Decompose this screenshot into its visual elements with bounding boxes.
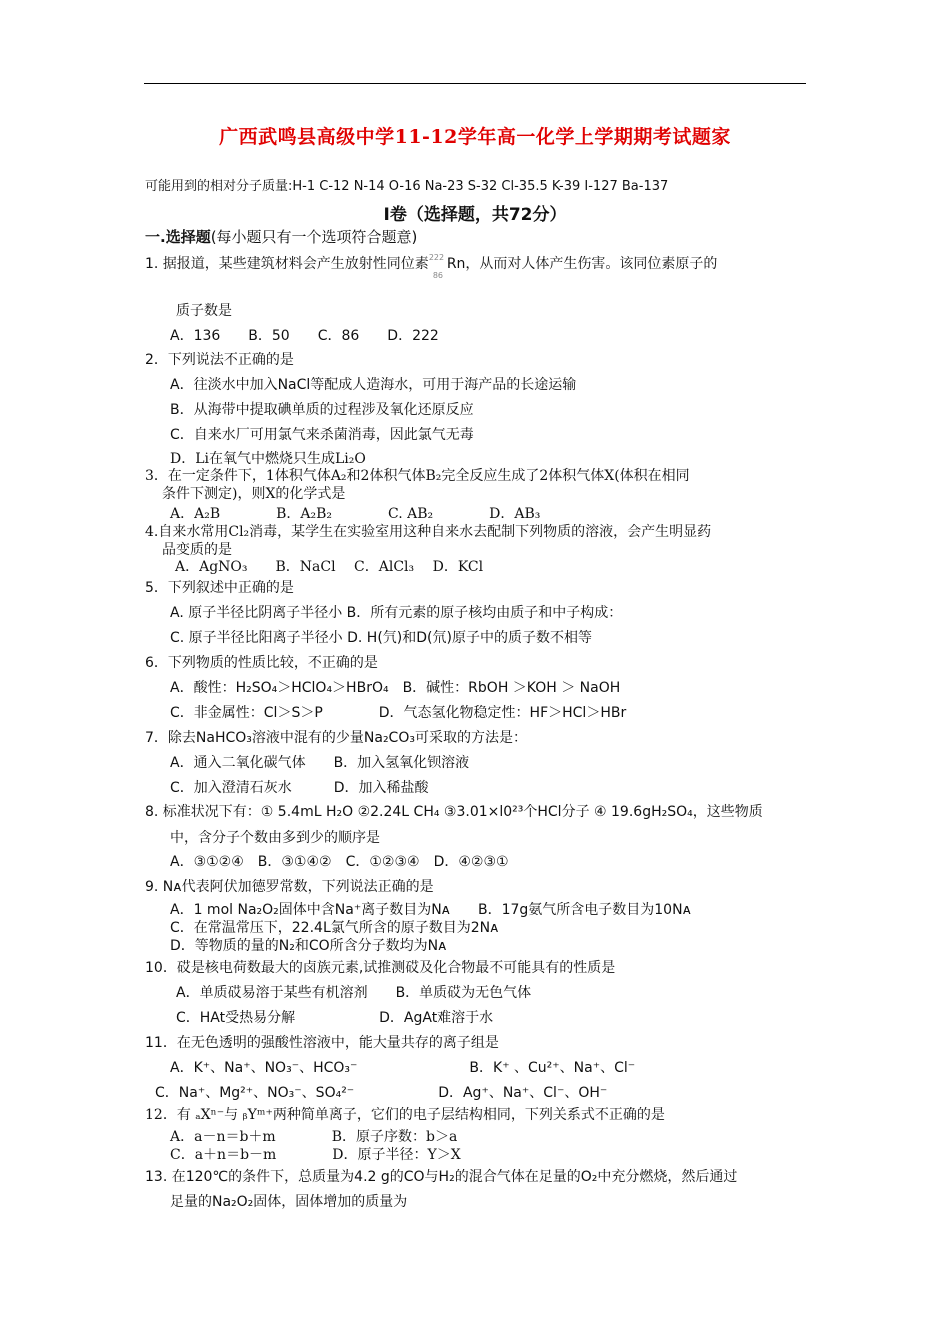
part-note: (每小题只有一个选项符合题意) bbox=[210, 228, 418, 246]
q13-stem: 13. 在120℃的条件下，总质量为4.2 g的CO与H₂的混合气体在足量的O₂中充分燃烧，然后通过 bbox=[145, 1169, 738, 1185]
q9-option-d: D．等物质的量的N₂和CO所含分子数均为Nᴀ bbox=[170, 938, 447, 954]
q2-option-d: D．Li在氧气中燃烧只生成Li₂O bbox=[170, 451, 366, 467]
q7-stem: 7．除去NaHCO₃溶液中混有的少量Na₂CO₃可采取的方法是： bbox=[145, 730, 527, 746]
q8-stem: 8. 标准状况下有：① 5.4mL H₂O ②2.24L CH₄ ③3.01×l0²³个HCl分子 ④ 19.6gH₂SO₄，这些物质 bbox=[145, 804, 763, 820]
q3-stem-cont: 条件下测定)，则X的化学式是 bbox=[162, 486, 346, 502]
q9-options-ab: A．1 mol Na₂O₂固体中含Na⁺离子数目为Nᴀ B．17g氨气所含电子数目为10Nᴀ bbox=[170, 902, 691, 918]
q1-text-a: 1. 据报道，某些建筑材料会产生放射性同位素 bbox=[145, 256, 429, 272]
q3-stem: 3．在一定条件下，1体积气体A₂和2体积气体B₂完全反应生成了2体积气体X(体积在相同 bbox=[145, 468, 690, 484]
q8-options: A．③①②④ B．③①④② C．①②③④ D．④②③① bbox=[170, 854, 509, 870]
q3-options: A．A₂B B．A₂B₂ C. AB₂ D．AB₃ bbox=[170, 506, 541, 522]
q5-stem: 5．下列叙述中正确的是 bbox=[145, 580, 294, 596]
q4-stem-cont: 品变质的是 bbox=[162, 542, 232, 558]
q12-stem: 12．有 ₐXⁿ⁻与 ᵦYᵐ⁺两种简单离子，它们的电子层结构相同，下列关系式不正确的是 bbox=[145, 1107, 665, 1123]
q10-options-ab: A．单质砹易溶于某些有机溶剂 B．单质砹为无色气体 bbox=[176, 985, 532, 1001]
q7-options-cd: C．加入澄清石灰水 D．加入稀盐酸 bbox=[170, 780, 429, 796]
q4-stem: 4.自来水常用Cl₂消毒，某学生在实验室用这种自来水去配制下列物质的溶液，会产生明显药 bbox=[145, 524, 712, 540]
q6-options-cd: C．非金属性：Cl＞S＞P D．气态氢化物稳定性：HF＞HCl＞HBr bbox=[170, 705, 627, 721]
q2-option-b: B．从海带中提取碘单质的过程涉及氧化还原反应 bbox=[170, 402, 474, 418]
relative-masses: 可能用到的相对分子质量:H-1 C-12 N-14 O-16 Na-23 S-32 Cl-35.5 K-39 I-127 Ba-137 bbox=[145, 179, 669, 194]
q1-stem bbox=[145, 253, 718, 280]
header-rule bbox=[144, 83, 806, 84]
q5-options-ab: A. 原子半径比阴离子半径小 B．所有元素的原子核均由质子和中子构成： bbox=[170, 605, 623, 621]
q12-options-ab: A．a－n＝b＋m B．原子序数：b＞a bbox=[170, 1129, 458, 1145]
q6-stem: 6．下列物质的性质比较，不正确的是 bbox=[145, 655, 378, 671]
q2-stem: 2．下列说法不正确的是 bbox=[145, 352, 294, 368]
q10-options-cd: C．HAt受热易分解 D．AgAt难溶于水 bbox=[176, 1010, 494, 1026]
exam-title: 广西武鸣县高级中学11-12学年高一化学上学期期考试题家 bbox=[219, 126, 731, 148]
q1-stem-cont: 质子数是 bbox=[176, 303, 232, 319]
q8-stem-cont: 中，含分子个数由多到少的顺序是 bbox=[170, 830, 380, 846]
q6-options-ab: A．酸性：H₂SO₄＞HClO₄＞HBrO₄ B．碱性：RbOH ＞KOH ＞ NaOH bbox=[170, 680, 621, 696]
q12-options-cd: C．a＋n＝b－m D．原子半径：Y＞X bbox=[170, 1147, 461, 1163]
q11-options-ab: A．K⁺、Na⁺、NO₃⁻、HCO₃⁻ B．K⁺ 、Cu²⁺、Na⁺、Cl⁻ bbox=[170, 1060, 636, 1076]
part-heading bbox=[145, 228, 417, 246]
q4-options: A．AgNO₃ B．NaCl C．AlCl₃ D．KCl bbox=[175, 559, 484, 575]
q11-options-cd: C．Na⁺、Mg²⁺、NO₃⁻、SO₄²⁻ D．Ag⁺、Na⁺、Cl⁻、OH⁻ bbox=[155, 1085, 608, 1101]
q9-stem: 9. Nᴀ代表阿伏加德罗常数，下列说法正确的是 bbox=[145, 879, 434, 895]
part-label: 一.选择题 bbox=[145, 228, 211, 246]
q1-text-b: Rn，从而对人体产生伤害。该同位素原子的 bbox=[446, 256, 718, 272]
isotope-notation bbox=[428, 253, 447, 280]
isotope-number: 86 bbox=[432, 271, 443, 280]
q10-stem: 10．砹是核电荷数最大的卤族元素,试推测砹及化合物最不可能具有的性质是 bbox=[145, 960, 616, 976]
q1-options: A．136 B．50 C．86 D．222 bbox=[170, 328, 439, 344]
q5-options-cd: C. 原子半径比阳离子半径小 D. H(氕)和D(氘)原子中的质子数不相等 bbox=[170, 630, 592, 646]
q7-options-ab: A．通入二氧化碳气体 B．加入氢氧化钡溶液 bbox=[170, 755, 470, 771]
isotope-mass: 222 bbox=[428, 253, 445, 262]
q11-stem: 11．在无色透明的强酸性溶液中，能大量共存的离子组是 bbox=[145, 1035, 499, 1051]
q2-option-a: A．往淡水中加入NaCl等配成人造海水，可用于海产品的长途运输 bbox=[170, 377, 577, 393]
q9-option-c: C．在常温常压下，22.4L氯气所含的原子数目为2Nᴀ bbox=[170, 920, 499, 936]
q2-option-c: C．自来水厂可用氯气来杀菌消毒，因此氯气无毒 bbox=[170, 427, 474, 443]
q13-stem-cont: 足量的Na₂O₂固体，固体增加的质量为 bbox=[170, 1194, 408, 1210]
section-heading: Ⅰ卷（选择题，共72分） bbox=[383, 205, 567, 225]
